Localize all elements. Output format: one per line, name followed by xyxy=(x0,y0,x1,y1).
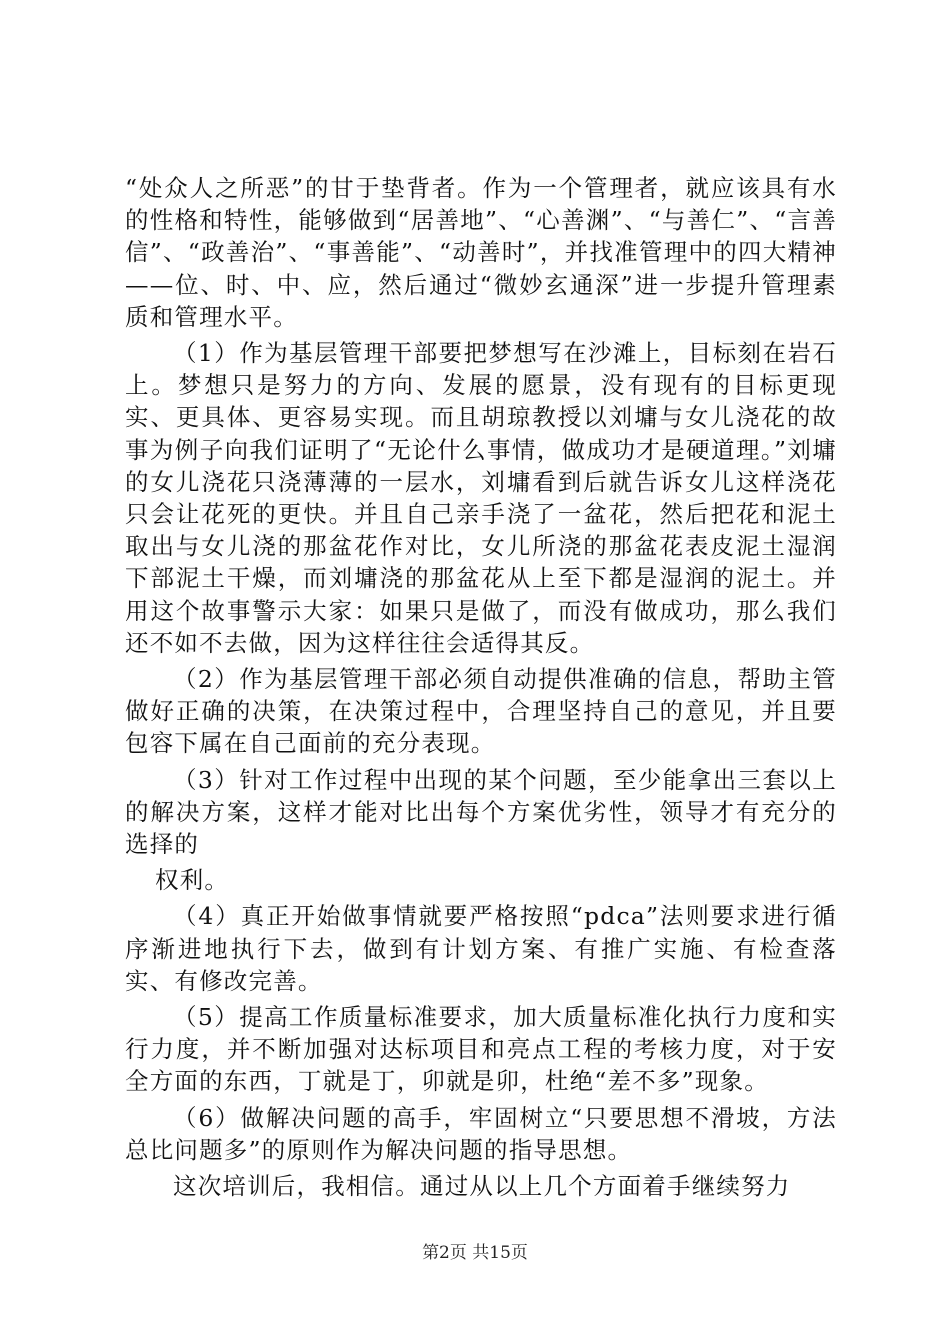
paragraph-3: （2）作为基层管理干部必须自动提供准确的信息，帮助主管做好正确的决策，在决策过程中，合理坚持自己的意见，并且要包容下属在自己面前的充分表现。 xyxy=(125,665,837,758)
paragraph-9: 这次培训后，我相信。通过从以上几个方面着手继续努力 xyxy=(173,1172,791,1201)
paragraph-8: （6）做解决问题的高手，牢固树立“只要思想不滑坡，方法总比问题多”的原则作为解决问题的指导思想。 xyxy=(125,1103,837,1164)
paragraph-7: （5）提高工作质量标准要求，加大质量标准化执行力度和实行力度，并不断加强对达标项目和亮点工程的考核力度，对于安全方面的东西，丁就是丁，卯就是卯，杜绝“差不多”现象。 xyxy=(125,1003,837,1096)
paragraph-6: （4）真正开始做事情就要严格按照“pdca”法则要求进行循序渐进地执行下去，做到有计划方案、有推广实施、有检查落实、有修改完善。 xyxy=(125,902,837,995)
document-body xyxy=(125,172,837,1206)
paragraph-2: （1）作为基层管理干部要把梦想写在沙滩上，目标刻在岩石上。梦想只是努力的方向、发展的愿景，没有现有的目标更现实、更具体、更容易实现。而且胡琼教授以刘墉与女儿浇花的故事为例子向我们证明了“无论什么事情，做成功才是硬道理。”刘墉的女儿浇花只浇薄薄的一层水，刘墉看到后就告诉女儿这样浇花只会让花死的更快。并且自己亲手浇了一盆花，然后把花和泥土取出与女儿浇的那盆花作对比，女儿所浇的那盆花表皮泥土湿润下部泥土干燥，而刘墉浇的那盆花从上至下都是湿润的泥土。并用这个故事警示大家：如果只是做了，而没有做成功，那么我们还不如不去做，因为这样往往会适得其反。 xyxy=(125,339,837,657)
paragraph-1: “处众人之所恶”的甘于垫背者。作为一个管理者，就应该具有水的性格和特性，能够做到“居善地”、“心善渊”、“与善仁”、“言善信”、“政善治”、“事善能”、“动善时”，并找准管理中的四大精神——位、时、中、应，然后通过“微妙玄通深”进一步提升管理素质和管理水平。 xyxy=(125,174,837,331)
paragraph-4: （3）针对工作过程中出现的某个问题，至少能拿出三套以上的解决方案，这样才能对比出每个方案优劣性，领导才有充分的选择的 xyxy=(125,765,837,859)
paragraph-5: 权利。 xyxy=(155,866,230,895)
page-number-footer: 第2页 共15页 xyxy=(422,1243,528,1263)
